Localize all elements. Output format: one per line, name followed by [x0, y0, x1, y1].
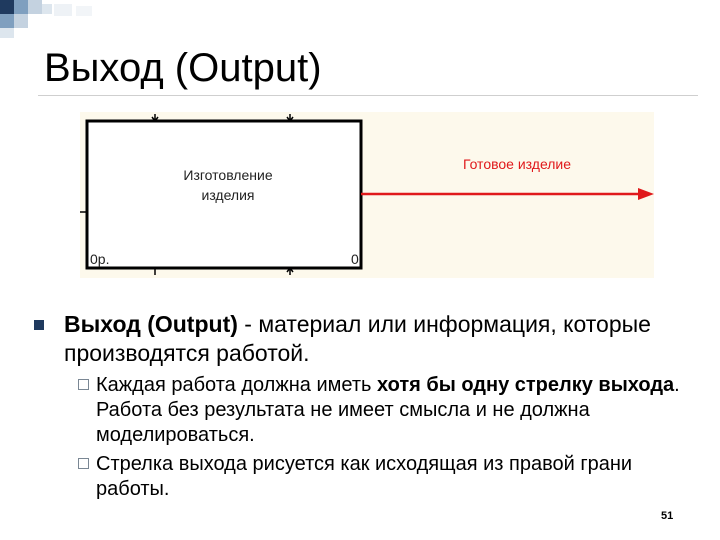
- corner-decoration: [0, 0, 720, 40]
- bullet-icon: [34, 320, 44, 330]
- sub-bullet-1: [78, 373, 698, 448]
- bullet-bold-term: Выход (Output): [64, 311, 238, 337]
- activity-corner-right: 0: [351, 251, 359, 267]
- slide-title: Выход (Output): [44, 46, 322, 90]
- title-divider: [38, 95, 698, 96]
- checkbox-bullet-icon: [78, 458, 89, 469]
- bullet-rest-text: - материал или информация, которые производятся работой.: [64, 311, 651, 366]
- sub-bullet-2-text: Стрелка выхода рисуется как исходящая из правой грани работы.: [96, 453, 633, 500]
- sub-bullet-2: [78, 452, 698, 502]
- activity-corner-left: 0р.: [90, 251, 110, 267]
- checkbox-bullet-icon: [78, 379, 89, 390]
- idef0-diagram: [80, 112, 654, 278]
- activity-label-line2: изделия: [201, 187, 255, 203]
- sub1-text-a: Каждая работа должна иметь: [96, 374, 377, 396]
- sub1-bold-text: хотя бы одну стрелку выхода: [376, 374, 675, 396]
- sub1-text-b: . Работа без результата не имеет смысла и не должна моделироваться.: [96, 374, 680, 446]
- sub-bullet-1-text: [96, 373, 698, 448]
- page-number: 51: [661, 510, 674, 522]
- output-arrow-label: Готовое изделие: [462, 156, 572, 172]
- main-bullet-text: [64, 310, 694, 368]
- activity-label-line1: Изготовление: [183, 167, 273, 183]
